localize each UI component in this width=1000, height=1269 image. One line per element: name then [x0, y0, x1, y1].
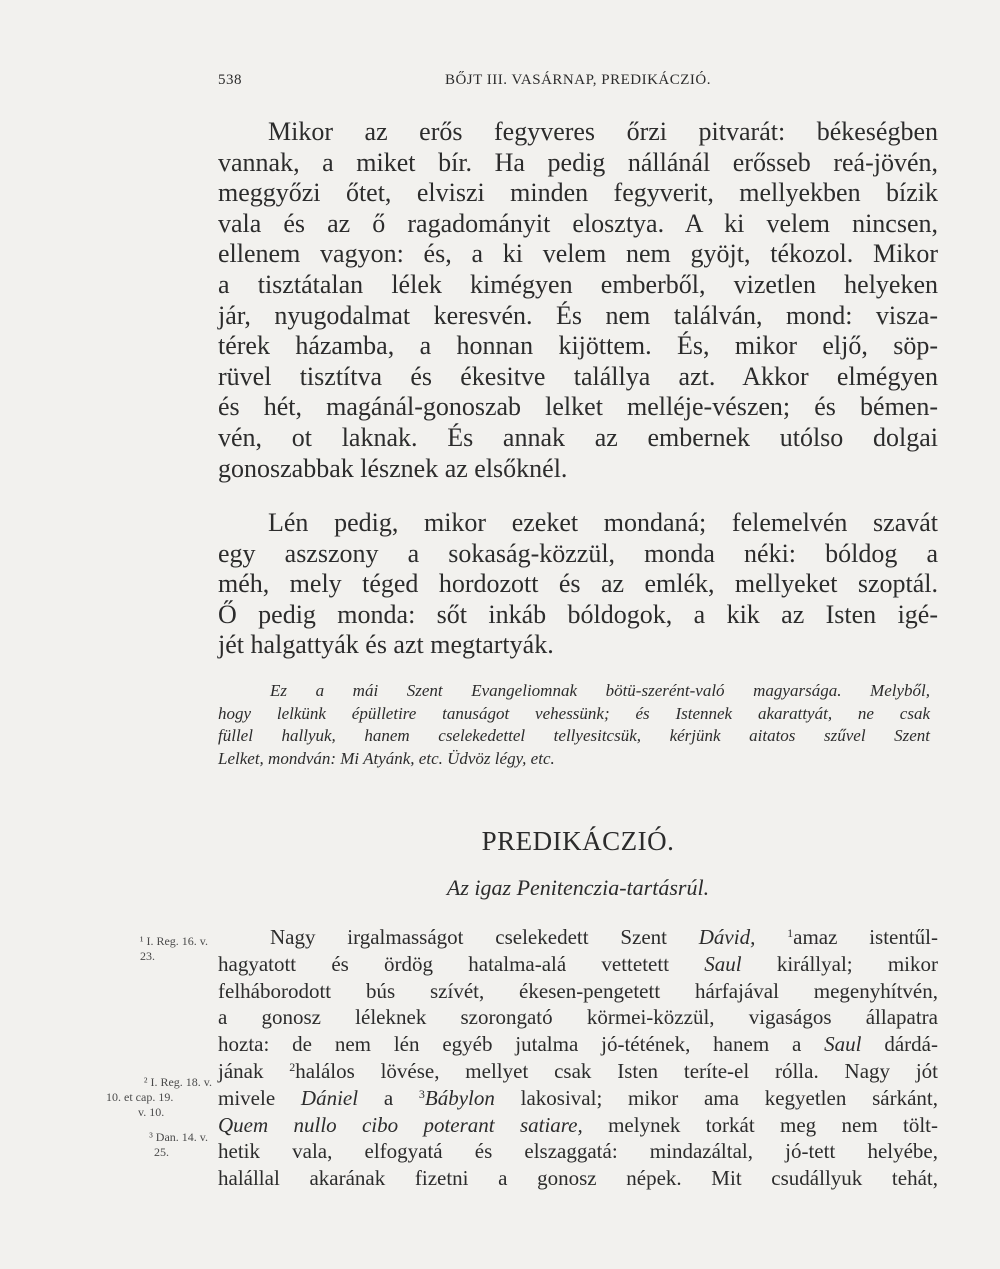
text-run: melynek torkát meg nem tölt- — [582, 1112, 938, 1137]
text-line: Mikor az erős fegyveres őrzi pitvarát: békeségben — [268, 117, 938, 146]
text-run: királlyal; mikor — [741, 951, 938, 976]
text-run: lakosival; mikor ama kegyetlen sárkánt, — [494, 1085, 938, 1110]
sermon-line — [218, 1031, 938, 1058]
text-run: jának — [218, 1058, 290, 1083]
text-run: Dávid, — [698, 925, 756, 949]
margin-note-line: ² I. Reg. 18. v. — [143, 1075, 212, 1089]
note-line: Lelket, mondván: Mi Atyánk, etc. Üdvöz légy, etc. — [218, 748, 555, 768]
sermon-line: a gonosz léleknek szorongató körmei-közzül, vigaságos állapatra — [218, 1005, 938, 1030]
sermon-line — [218, 1112, 938, 1139]
footnote-ref: 2 — [289, 1059, 296, 1074]
text-run: hagyatott és ördög hatalma-alá vettetett — [218, 951, 705, 976]
text-run: Dániel — [300, 1085, 359, 1110]
text-line: méh, mely téged hordozott és az emlék, mellyeket szoptál. — [218, 569, 938, 599]
text-line: és hét, magánál-gonoszab lelket melléje-vészen; és bémen- — [218, 392, 938, 422]
text-line: egy aszszony a sokaság-közzül, monda néki: bóldog a — [218, 538, 938, 568]
margin-note-line: ³ Dan. 14. v. — [149, 1130, 208, 1144]
text-line: rüvel tisztítva és ékesitve talállya azt. Akkor elmégyen — [218, 361, 938, 391]
text-line: a tisztátalan lélek kimégyen emberből, vizetlen helyeken — [218, 269, 938, 299]
margin-note — [98, 934, 208, 964]
introduction-note — [218, 680, 930, 770]
text-line: Lén pedig, mikor ezeket mondaná; felemelvén szavát — [268, 508, 938, 537]
text-run: Saul — [704, 951, 742, 976]
text-run — [755, 925, 787, 949]
margin-note — [98, 1130, 208, 1160]
sermon-line: halállal akarának fizetni a gonosz népek. Mit csudállyuk tehát, — [218, 1166, 938, 1191]
note-line: füllel hallyuk, hanem cselekedettel tellyesitcsük, kérjünk aitatos szűvel Szent — [218, 726, 930, 746]
text-run: Nagy irgalmasságot cselekedett Szent — [270, 925, 699, 949]
text-line: jár, nyugodalmat keresvén. És nem találván, mond: visza- — [218, 300, 938, 330]
sermon-line — [218, 924, 938, 951]
sermon-line — [218, 1058, 938, 1085]
text-line: Ő pedig monda: sőt inkáb bóldogok, a kik az Isten igé- — [218, 599, 938, 629]
margin-note-line: v. 10. — [138, 1105, 165, 1119]
footnote-ref: 1 — [787, 926, 794, 940]
text-line: vala és az ő ragadományit elosztya. A ki velem nincsen, — [218, 208, 938, 238]
section-title: PREDIKÁCZIÓ. — [481, 826, 675, 856]
text-line: gonoszabbak lésznek az elsőknél. — [218, 453, 568, 483]
sermon-line: hetik vala, elfogyatá és elszaggatá: mindazáltal, jó-tett helyébe, — [218, 1139, 938, 1164]
text-line: ellenem vagyon: és, a ki velem nem gyöjt, tékozol. Mikor — [218, 239, 938, 269]
margin-note-line: 10. et cap. 19. — [106, 1090, 174, 1104]
sermon-line: felháborodott bús szívét, ékesen-pengetett hárfajával megenyhítvén, — [218, 978, 938, 1003]
text-line: vannak, a miket bír. Ha pedig nállánál erősseb reá-jövén, — [218, 147, 938, 177]
sermon-line — [218, 951, 938, 978]
text-run: amaz istentűl- — [793, 925, 939, 949]
margin-note-line: 23. — [140, 949, 155, 963]
footnote-ref: 3 — [418, 1086, 425, 1101]
text-run: dárdá- — [861, 1032, 938, 1057]
margin-note — [98, 1075, 212, 1120]
text-line: térek házamba, a honnan kijöttem. És, mikor eljő, söp- — [218, 331, 938, 361]
text-line: jét halgattyák és azt megtartyák. — [218, 630, 554, 660]
gospel-paragraph-1 — [218, 117, 938, 484]
note-line: hogy lelkünk épülletire tanuságot vehessünk; és Istennek akarattyát, ne csak — [218, 703, 930, 723]
text-run: halálos lövése, mellyet csak Isten teríte-el rólla. Nagy jót — [295, 1058, 938, 1083]
section-subtitle: Az igaz Penitenczia-tartásrúl. — [446, 875, 710, 900]
text-run: Bábylon — [424, 1085, 495, 1110]
text-line: vén, ot laknak. És annak az embernek utólso dolgai — [218, 422, 938, 452]
gospel-paragraph-2 — [218, 508, 938, 661]
text-run: mivele — [218, 1085, 301, 1110]
header-title: BŐJT III. VASÁRNAP, PREDIKÁCZIÓ. — [444, 72, 712, 88]
text-run: a — [358, 1085, 419, 1110]
margin-note-line: ¹ I. Reg. 16. v. — [139, 934, 208, 948]
text-run: hozta: de nem lén egyéb jutalma jó-tétének, hanem a — [218, 1032, 825, 1057]
note-line: Ez a mái Szent Evangeliomnak bötü-szerént-való magyarsága. Melyből, — [270, 681, 930, 700]
text-line: meggyőzi őtet, elviszi minden fegyverit, mellyekben bízik — [218, 178, 938, 208]
page-number: 538 — [218, 72, 242, 88]
sermon-line — [218, 1085, 938, 1112]
margin-note-line: 25. — [154, 1145, 169, 1159]
sermon-text — [218, 924, 938, 1192]
text-run: Quem nullo cibo poterant satiare, — [218, 1112, 583, 1137]
text-run: Saul — [824, 1032, 862, 1057]
running-head — [218, 72, 938, 96]
